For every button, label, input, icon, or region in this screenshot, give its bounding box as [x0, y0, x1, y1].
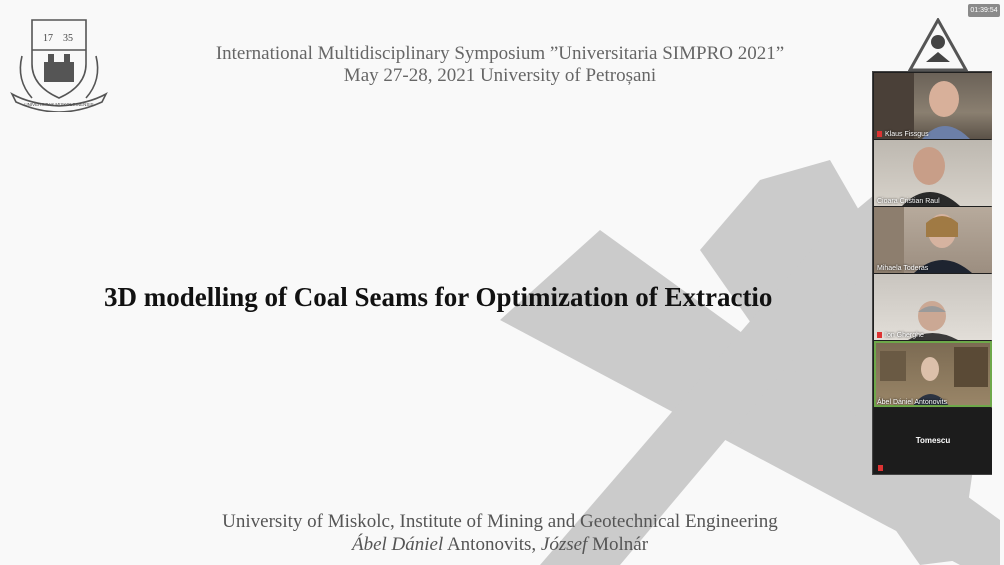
author2-first: József: [540, 534, 588, 555]
authors: [150, 534, 850, 556]
institution: University of Miskolc, Institute of Mining and Geotechnical Engineering: [222, 511, 778, 532]
university-miskolc-logo: [10, 14, 108, 112]
participant-name: Cioara Cristian Raul: [877, 198, 940, 205]
participant-tile-3[interactable]: [874, 207, 992, 273]
symposium-date-venue: May 27-28, 2021 University of Petroșani: [343, 65, 657, 86]
slide-header: [140, 43, 860, 87]
author1-last: Antonovits,: [443, 534, 541, 555]
video-feed: [874, 341, 992, 407]
mic-muted-icon: [877, 332, 882, 338]
video-feed: [874, 73, 992, 139]
participant-name: Tomescu: [915, 436, 951, 445]
mic-muted-icon: [878, 465, 883, 471]
symposium-name: International Multidisciplinary Symposium ”Universitaria SIMPRO 2021”: [215, 43, 785, 64]
logo-year-right: 35: [63, 33, 73, 44]
meeting-timer: 01:39:54: [968, 4, 1000, 17]
logo-year-left: 17: [43, 33, 53, 44]
participant-name: Klaus Fissgus: [877, 131, 929, 138]
video-feed: [874, 274, 992, 340]
logo-ribbon-text: UNIVERSITAS MISKOLCINENSIS: [24, 102, 94, 107]
video-feed: [874, 207, 992, 273]
participant-name: Ábel Dániel Antonovits: [877, 399, 948, 406]
slide-title: 3D modelling of Coal Seams for Optimization of Extractio: [104, 282, 773, 312]
video-feed: [874, 140, 992, 206]
participant-tile-5[interactable]: [874, 341, 992, 407]
author1-first: Ábel Dániel: [351, 534, 444, 555]
participants-panel: [872, 71, 992, 475]
participant-tile-6[interactable]: [874, 408, 992, 474]
participant-tile-2[interactable]: [874, 140, 992, 206]
author2-last: Molnár: [587, 534, 649, 555]
participant-name: Mihaela Toderas: [877, 265, 929, 272]
mic-muted-icon: [877, 131, 882, 137]
participant-tile-1[interactable]: [874, 73, 992, 139]
university-petrosani-logo: [908, 18, 968, 72]
slide-footer: [150, 510, 850, 556]
participant-name: Ion Gherghe: [877, 332, 924, 339]
participant-tile-4[interactable]: [874, 274, 992, 340]
